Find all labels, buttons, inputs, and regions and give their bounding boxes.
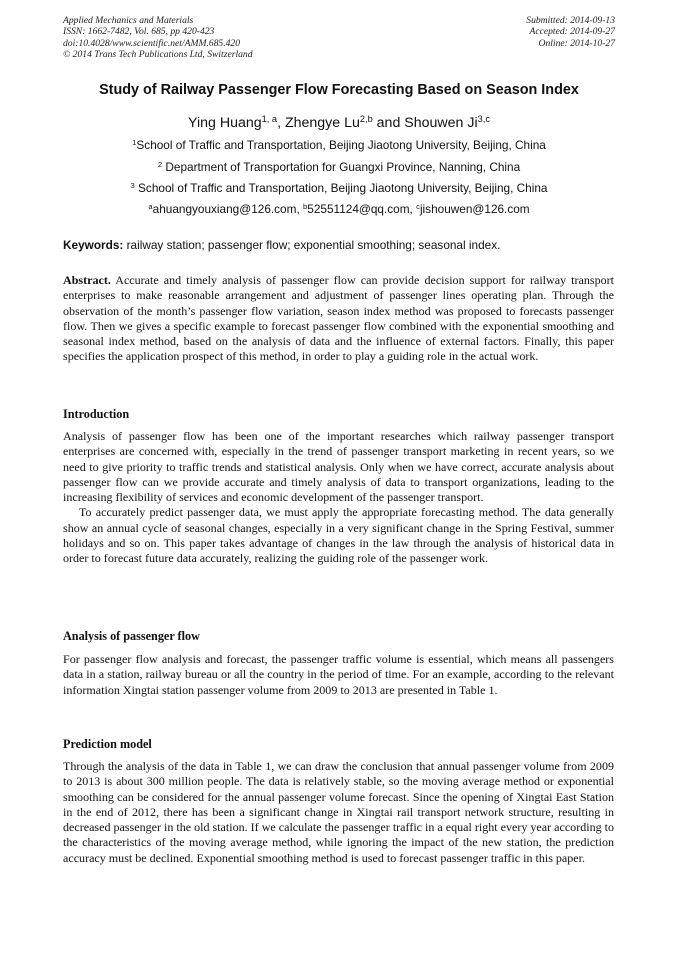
author-name: Zhengye Lu xyxy=(284,115,360,131)
email-sup: c xyxy=(416,201,420,211)
author-sup: 3,c xyxy=(477,113,490,124)
email-link[interactable]: ahuangyouxiang@126.com, xyxy=(152,202,304,216)
publication-dates xyxy=(526,15,615,49)
introduction-body xyxy=(63,429,614,567)
paragraph: Analysis of passenger flow has been one of the important researches which railway passenger transport enterprises are concerned with, especially in the trend of passenger transport marketing in recent years, so we need to give priority to traffic trends and statistical analysis. Only when we have correct, accurate analysis about passenger flow can we provide accurate and timely analysis of data to transport organizations, leading to the increasing flexibility of services and economic development of the passenger transport. xyxy=(63,429,614,505)
section-heading-introduction: Introduction xyxy=(63,407,130,421)
affiliation-sup: 1 xyxy=(132,137,137,147)
online-date: Online: 2014-10-27 xyxy=(538,37,615,49)
affiliation-text: School of Traffic and Transportation, Beijing Jiaotong University, Beijing, China xyxy=(136,138,546,152)
analysis-body xyxy=(63,652,614,698)
author-emails xyxy=(30,202,648,216)
section-heading-analysis: Analysis of passenger flow xyxy=(63,629,200,643)
journal-info xyxy=(63,15,253,60)
author-sep: , xyxy=(277,115,285,131)
section-heading-prediction-model: Prediction model xyxy=(63,737,152,751)
author-name: Ying Huang xyxy=(188,115,262,131)
issn: ISSN: 1662-7482, Vol. 685, pp 420-423 xyxy=(63,26,215,38)
author-name: Shouwen Ji xyxy=(404,115,478,131)
paragraph: To accurately predict passenger data, we must apply the appropriate forecasting method. The data generally show an annual cycle of seasonal changes, especially in a very significant change in the Spring Festival, summer holidays and so on. This paper takes advantage of changes in the law through the analysis of historical data in order to forecast future data accurately, realizing the guiding role of the passenger work. xyxy=(63,505,614,566)
accepted-date: Accepted: 2014-09-27 xyxy=(529,26,615,38)
author-sep: and xyxy=(372,115,405,131)
affiliation-sup: 2 xyxy=(157,159,163,169)
author-sup: 2,b xyxy=(359,113,373,124)
copyright: © 2014 Trans Tech Publications Ltd, Switzerland xyxy=(63,48,253,60)
doi[interactable]: doi:10.4028/www.scientific.net/AMM.685.420 xyxy=(63,37,241,49)
abstract xyxy=(63,273,614,365)
abstract-label: Abstract. xyxy=(63,273,111,287)
submitted-date: Submitted: 2014-09-13 xyxy=(526,15,615,26)
paragraph: Through the analysis of the data in Table 1, we can draw the conclusion that annual passenger volume from 2009 to 2013 is about 300 million people. The data is relatively stable, so the moving average method or exponential smoothing can be considered for the annual passenger volume forecast. Since the opening of Xingtai East Station in the end of 2012, there has been a significant change in Xingtai rail transport network structure, resulting in decreased passenger in the old station. If we calculate the passenger traffic in a equal right every year according to the characteristics of the moving average method, while ignoring the impact of the new station, the prediction accuracy must be declined. Exponential smoothing method is used to forecast passenger traffic in this paper. xyxy=(63,759,615,865)
paragraph: For passenger flow analysis and forecast, the passenger traffic volume is essential, which means all passengers data in a station, railway bureau or all the country in the period of time. For an example, according to the relevant information Xingtai station passenger volume from 2009 to 2013 are presented in Table 1. xyxy=(63,652,614,697)
keywords-label: Keywords: xyxy=(63,238,124,252)
prediction-model-body xyxy=(63,759,614,866)
affiliation-text: Department of Transportation for Guangxi Province, Nanning, China xyxy=(162,160,521,174)
keywords xyxy=(63,238,623,252)
affiliation-2 xyxy=(30,160,648,174)
email-link[interactable]: jishouwen@126.com xyxy=(419,202,530,216)
affiliation-3 xyxy=(30,181,648,195)
email-sup: a xyxy=(148,201,153,211)
paper-title: Study of Railway Passenger Flow Forecasting Based on Season Index xyxy=(99,82,579,98)
email-sup: b xyxy=(303,201,308,211)
affiliation-text: School of Traffic and Transportation, Beijing Jiaotong University, Beijing, China xyxy=(134,181,548,195)
author-sup: 1, a xyxy=(261,113,278,124)
abstract-text: Accurate and timely analysis of passenger flow can provide decision support for railway transport enterprises to make reasonable arrangement and adjustment of passenger lines operating plan. Through the observation of the month’s passenger flow variation, season index method was proposed to forecasts passenger flow. Then we gives a specific example to forecast passenger flow combined with the exponential smoothing and seasonal index method, based on the analysis of data and the influence of external factors. Finally, this paper specifies the application prospect of this method, in order to play a guiding role in the actual work. xyxy=(63,273,614,364)
journal-name: Applied Mechanics and Materials xyxy=(63,15,194,26)
affiliation-sup: 3 xyxy=(130,180,135,190)
email-link[interactable]: 52551124@qq.com, xyxy=(307,202,417,216)
author-list xyxy=(30,115,648,131)
keywords-text: railway station; passenger flow; exponential smoothing; seasonal index. xyxy=(123,238,501,252)
affiliation-1 xyxy=(30,138,648,152)
